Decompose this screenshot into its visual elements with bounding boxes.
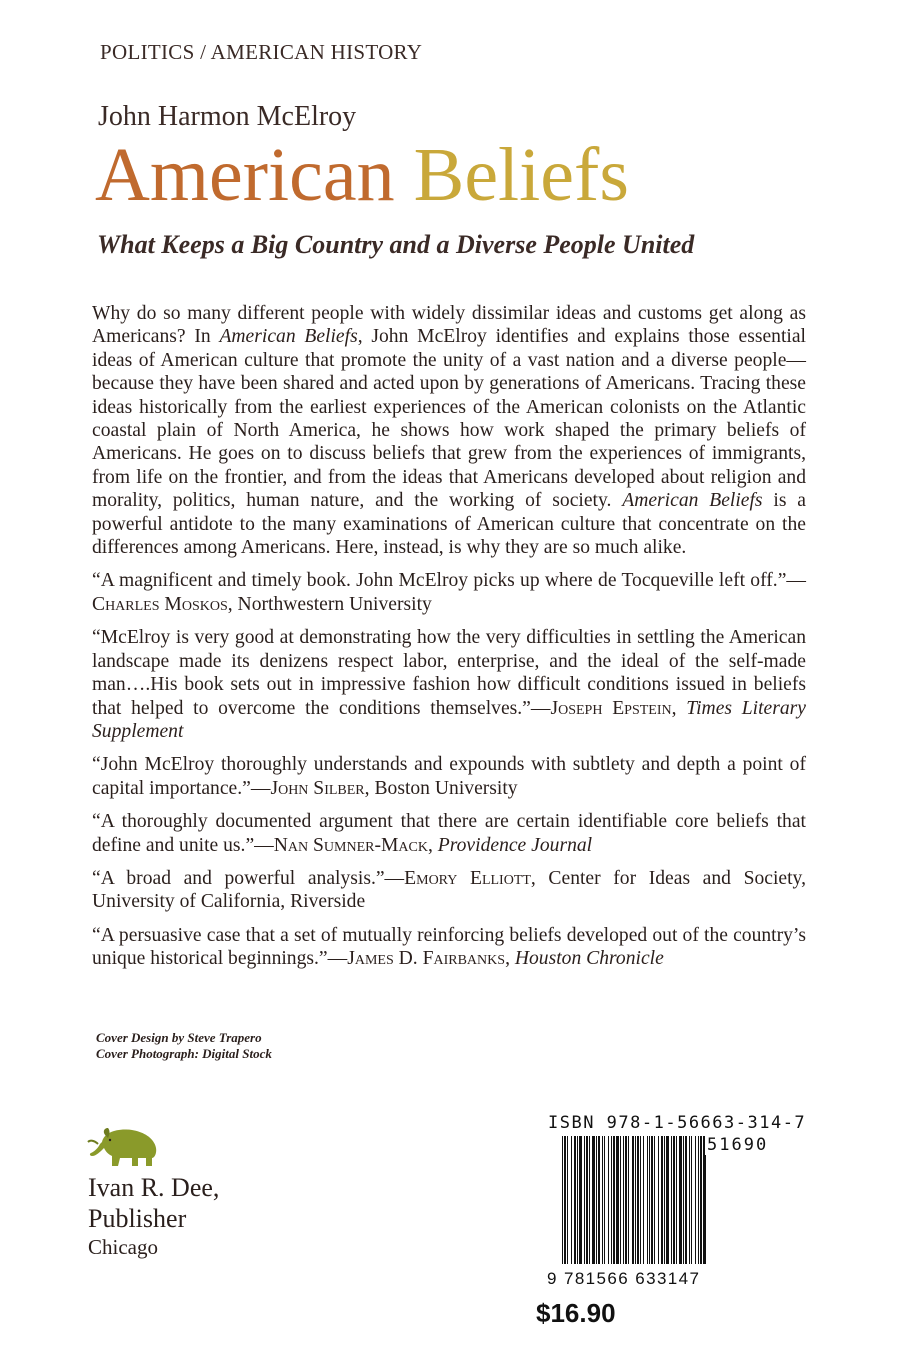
barcode-bar [584,1136,585,1264]
review-quote: “A thoroughly documented argument that there are certain identifiable core beliefs that define and unite us.”—Nan Sumner-Mack, Providence Journal [92,811,806,856]
barcode-bar [611,1136,612,1264]
review-quote: “McElroy is very good at demonstrating how the very difficulties in settling the American landscape made its denizens respect labor, enterprise, and the ideal of the self-made man….His book sets out in impressive fashion how difficult conditions issued in beliefs that helped to overcome the conditions themselves.”—Joseph Epstein, Times Literary Supplement [92,627,806,742]
barcode-bar [647,1136,648,1264]
barcode-bar [664,1136,665,1264]
barcode-bar [579,1136,582,1264]
barcode-bar [703,1136,706,1264]
review-quote: “A broad and powerful analysis.”—Emory Elliott, Center for Ideas and Society, University of California, Riverside [92,867,806,913]
publisher-city: Chicago [88,1235,158,1259]
book-title [95,134,629,218]
barcode-bar [661,1136,663,1264]
barcode-bar [602,1136,603,1264]
barcode-bar [616,1136,619,1264]
elephant-icon [84,1122,164,1170]
barcode-bar [637,1136,639,1264]
barcode-bar [620,1136,621,1264]
barcode-bar [695,1136,696,1264]
barcode-bar [598,1136,600,1264]
barcode-bar [632,1136,634,1264]
cover-photo-credit: Cover Photograph: Digital Stock [96,1046,272,1061]
barcode-bar [683,1136,684,1264]
barcode-bar [698,1136,699,1264]
review-quote: “John McElroy thoroughly understands and expounds with subtlety and depth a point of capital importance.”—John Silber, Boston University [92,754,806,799]
barcode-bar [604,1136,605,1264]
barcode [560,1136,710,1272]
category-label: POLITICS / AMERICAN HISTORY [100,40,423,64]
back-cover-text [92,302,806,981]
title-word-american: American [95,133,395,217]
barcode-bar [596,1136,597,1264]
barcode-bar [592,1136,595,1264]
publisher-block [88,1172,219,1260]
title-word-beliefs: Beliefs [413,133,629,217]
review-quote: “A persuasive case that a set of mutually reinforcing beliefs developed out of the country’s unique historical beginnings.”—James D. Fairbanks, Houston Chronicle [92,924,806,970]
barcode-bar [589,1136,590,1264]
barcode-bar [689,1136,690,1264]
barcode-bar [651,1136,653,1264]
barcode-bar [691,1136,692,1264]
barcode-bar [564,1136,566,1264]
publisher-label: Publisher [88,1204,187,1233]
barcode-bar [613,1136,615,1264]
cover-design-credit: Cover Design by Steve Trapero [96,1030,262,1045]
barcode-bar [640,1136,641,1264]
isbn-label: ISBN 978-1-56663-314-7 [548,1113,807,1133]
barcode-bar [635,1136,636,1264]
barcode-bar [700,1136,702,1264]
barcode-bar [643,1136,644,1264]
author-name: John Harmon McElroy [98,101,357,132]
barcode-bar [671,1136,672,1264]
barcode-bar [562,1136,563,1264]
review-quote: “A magnificent and timely book. John McElroy picks up where de Tocqueville left off.”—Charles Moskos, Northwestern University [92,570,806,615]
barcode-bar [567,1136,568,1264]
barcode-bar [586,1136,588,1264]
publisher-name: Ivan R. Dee, [88,1173,220,1202]
barcode-bar [628,1136,629,1264]
barcode-bar [625,1136,627,1264]
barcode-bar [608,1136,609,1264]
barcode-bar [685,1136,687,1264]
barcode-bar [574,1136,576,1264]
barcode-bar [666,1136,669,1264]
barcode-bar [658,1136,659,1264]
barcode-bar [673,1136,675,1264]
description-paragraph: Why do so many different people with widely dissimilar ideas and customs get along as Americans? In American Beliefs, John McElroy identifies and explains those essential ideas of American culture that promote the unity of a vast nation and a diverse people—because they have been shared and acted upon by generations of Americans. Tracing these ideas historically from the earliest experiences of the American colonists on the Atlantic coastal plain of North America, he shows how work shaped the primary beliefs of Americans. He goes on to discuss beliefs that grew from the experiences of immigrants, from life on the frontier, and from the ideas that Americans developed about religion and morality, politics, human nature, and the working of society. American Beliefs is a powerful antidote to the many examinations of American culture that concentrate on the differences among Americans. Here, instead, is why they are so much alike. [92,303,806,559]
price: $16.90 [536,1298,616,1328]
barcode-bar [679,1136,682,1264]
price-code: 51690 [707,1135,769,1155]
barcode-bar [654,1136,655,1264]
barcode-bar [676,1136,677,1264]
barcode-bar [623,1136,624,1264]
barcode-bar [577,1136,578,1264]
book-subtitle: What Keeps a Big Country and a Diverse People United [97,230,695,259]
ean-digits: 9 781566 633147 [547,1269,701,1288]
barcode-bar [649,1136,650,1264]
cover-credits [96,1030,272,1062]
barcode-bar [571,1136,572,1264]
